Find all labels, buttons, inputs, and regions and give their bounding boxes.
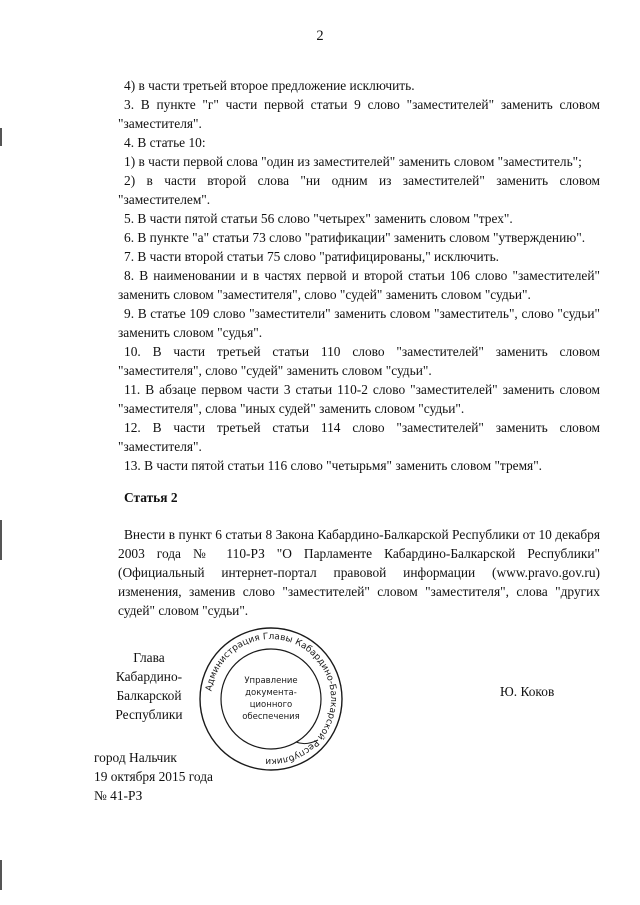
scan-edge-mark — [0, 860, 2, 890]
amendment-item: 4. В статье 10: — [124, 135, 206, 150]
stamp-inner-text: ционного — [249, 700, 293, 710]
place-date-line: город Нальчик — [94, 750, 177, 765]
scan-edge-mark — [0, 128, 2, 146]
signatory-title-line: Кабардино-Балкарской — [115, 669, 183, 703]
stamp-inner-text: Управление — [244, 676, 298, 686]
amendment-item: 6. В пункте "а" статьи 73 слово "ратификации" заменить словом "утверждению". — [124, 230, 586, 245]
amendment-item: 10. В части третьей статьи 110 слово "заместителей" заменить словом "заместителя", слово "судей" заменить словом "судьи". — [118, 344, 600, 378]
signatory-title-line: Республики — [115, 707, 183, 722]
article-2-title: Статья 2 — [124, 490, 178, 505]
amendment-item: 7. В части второй статьи 75 слово "ратифицированы," исключить. — [124, 249, 500, 264]
stamp-inner-ring — [221, 649, 321, 749]
article-2-text: Внести в пункт 6 статьи 8 Закона Кабардино-Балкарской Республики от 10 декабря 2003 года № 110-РЗ "О Парламенте Кабардино-Балкарской Республики" (Официальный интернет-портал правовой информации (www.pravo.gov.ru) изменения, заменив слово "заместителей" словом "заместителя", слова "других судей" словом "судьи". — [118, 527, 600, 618]
amendment-item: 13. В части пятой статьи 116 слово "четырьмя" заменить словом "тремя". — [124, 458, 543, 473]
signatory-title-line: Глава — [133, 650, 165, 665]
page-number: 2 — [316, 28, 324, 44]
signatory-title — [86, 648, 212, 724]
amendment-item: 5. В части пятой статьи 56 слово "четырех" заменить словом "трех". — [124, 211, 513, 226]
stamp-outer-text: Администрация Главы Кабардино-Балкарской Республики — [204, 631, 339, 767]
amendment-item: 3. В пункте "г" части первой статьи 9 слово "заместителей" заменить словом "заместителя". — [118, 97, 600, 131]
amendment-item: 1) в части первой слова "один из заместителей" заменить словом "заместитель"; — [124, 154, 582, 169]
amendment-item: 8. В наименовании и в частях первой и второй статьи 106 слово "заместителей" заменить словом "заместителя", слово "судей" заменить словом "судьи". — [118, 268, 600, 302]
place-and-date — [94, 748, 213, 805]
amendment-item: 12. В части третьей статьи 114 слово "заместителей" заменить словом "заместителя". — [118, 420, 600, 454]
stamp-inner-text: документа- — [245, 688, 297, 698]
amendment-item: 11. В абзаце первом части 3 статьи 110-2 слово "заместителей" заменить словом "заместителя", слова "иных судей" заменить словом "судьи". — [118, 382, 600, 416]
scan-edge-mark — [0, 520, 2, 560]
amendment-item: 9. В статье 109 слово "заместители" заменить словом "заместитель", слово "судьи" заменить словом "судья". — [118, 306, 600, 340]
stamp-inner-text: обеспечения — [242, 712, 300, 722]
amendment-item: 4) в части третьей второе предложение исключить. — [124, 78, 415, 93]
place-date-line: № 41-РЗ — [94, 788, 143, 803]
official-stamp — [196, 624, 346, 774]
amendments-list — [118, 76, 600, 475]
place-date-line: 19 октября 2015 года — [94, 769, 213, 784]
amendment-item: 2) в части второй слова "ни одним из заместителей" заменить словом "заместителем". — [118, 173, 600, 207]
signatory-name: Ю. Коков — [500, 684, 555, 699]
